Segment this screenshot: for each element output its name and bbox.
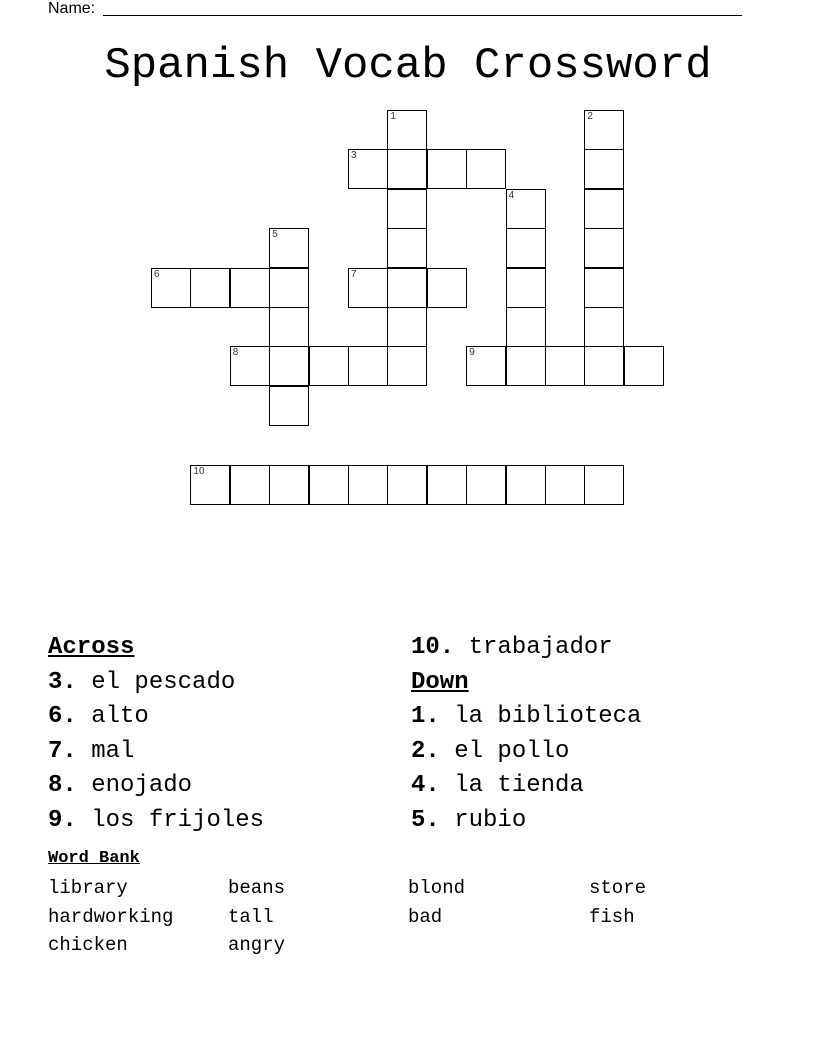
clue-number: 10 [193, 465, 205, 477]
clue-number: 9 [469, 347, 475, 359]
word-bank-column-2 [228, 874, 285, 960]
clue-down-5: 5. rubio [411, 806, 527, 834]
clue-down-1: 1. la biblioteca [411, 703, 642, 730]
word-bank-item: tall [228, 905, 274, 928]
crossword-cell[interactable] [427, 149, 467, 189]
crossword-cell[interactable] [584, 307, 624, 347]
crossword-cell[interactable] [427, 268, 467, 308]
crossword-cell[interactable] [506, 228, 546, 268]
crossword-cell[interactable] [387, 149, 427, 189]
crossword-cell[interactable] [506, 307, 546, 347]
crossword-cell[interactable] [584, 149, 624, 189]
crossword-cell[interactable] [584, 346, 624, 386]
across-heading: Across [48, 634, 135, 661]
crossword-cell[interactable] [584, 465, 624, 505]
crossword-cell[interactable] [269, 346, 309, 386]
crossword-cell[interactable] [466, 149, 506, 189]
crossword-cell[interactable] [466, 346, 506, 386]
crossword-cell[interactable] [387, 189, 427, 229]
crossword-cell[interactable] [584, 189, 624, 229]
crossword-cell[interactable] [190, 465, 230, 505]
clue-across-10: 10. trabajador [411, 634, 613, 661]
word-bank-column-4 [589, 874, 646, 931]
clue-across-8: 8. enojado [48, 772, 193, 799]
clues-left-column [48, 631, 264, 838]
word-bank-item: hardworking [48, 905, 174, 928]
crossword-cell[interactable] [387, 307, 427, 347]
crossword-cell[interactable] [624, 346, 664, 386]
crossword-cell[interactable] [309, 346, 349, 386]
clue-number: 4 [508, 189, 515, 201]
clues-right-column [411, 631, 641, 838]
word-bank-item: angry [228, 934, 286, 956]
clue-number: 2 [587, 111, 593, 122]
crossword-cell[interactable] [427, 465, 467, 505]
word-bank-item: beans [228, 877, 286, 899]
crossword-cell[interactable] [269, 386, 309, 426]
clue-across-9: 9. los frijoles [48, 806, 265, 834]
crossword-cell[interactable] [269, 307, 309, 347]
crossword-cell[interactable] [506, 346, 546, 386]
crossword-cell[interactable] [348, 465, 388, 505]
crossword-cell[interactable] [348, 149, 388, 189]
clue-down-4: 4. la tienda [411, 772, 584, 799]
crossword-cell[interactable] [230, 465, 270, 505]
crossword-cell[interactable] [348, 268, 388, 308]
word-bank-item: chicken [48, 934, 128, 956]
clue-number: 1 [390, 111, 396, 122]
page-title: Spanish Vocab Crossword [104, 41, 712, 91]
crossword-cell[interactable] [506, 465, 546, 505]
crossword-cell[interactable] [269, 465, 309, 505]
clue-down-2: 2. el pollo [411, 737, 570, 765]
word-bank-item: store [589, 877, 647, 899]
crossword-cell[interactable] [466, 465, 506, 505]
word-bank-item: library [48, 877, 128, 899]
crossword-cell[interactable] [387, 228, 427, 268]
word-bank-column-1 [48, 874, 173, 960]
crossword-cell[interactable] [190, 268, 230, 308]
crossword-cell[interactable] [151, 268, 191, 308]
clue-number: 6 [154, 268, 160, 280]
word-bank-item: blond [408, 877, 466, 899]
crossword-cell[interactable] [506, 189, 546, 229]
crossword-cell[interactable] [584, 228, 624, 268]
crossword-cell[interactable] [387, 465, 427, 505]
word-bank-title: Word Bank [48, 849, 140, 868]
crossword-cell[interactable] [348, 346, 388, 386]
crossword-cell[interactable] [545, 346, 585, 386]
name-label: Name: [48, 0, 96, 17]
crossword-cell[interactable] [506, 268, 546, 308]
clue-number: 7 [351, 268, 357, 280]
word-bank-column-3 [408, 874, 465, 931]
clue-number: 5 [272, 229, 278, 241]
crossword-cell[interactable] [230, 346, 270, 386]
crossword-cell[interactable] [387, 346, 427, 386]
word-bank-item: fish [589, 905, 635, 928]
clue-number: 3 [351, 150, 357, 162]
crossword-cell[interactable] [545, 465, 585, 505]
down-heading: Down [411, 668, 469, 696]
crossword-cell[interactable] [309, 465, 349, 505]
clue-across-3: 3. el pescado [48, 668, 236, 696]
crossword-cell[interactable] [387, 268, 427, 308]
word-bank-item: bad [408, 905, 443, 928]
crossword-cell[interactable] [230, 268, 270, 308]
clue-across-7: 7. mal [48, 737, 135, 765]
crossword-cell[interactable] [584, 110, 624, 150]
crossword-cell[interactable] [269, 228, 309, 268]
clue-number: 8 [232, 347, 239, 359]
crossword-cell[interactable] [269, 268, 309, 308]
crossword-cell[interactable] [584, 268, 624, 308]
clue-across-6: 6. alto [48, 703, 149, 730]
crossword-cell[interactable] [387, 110, 427, 150]
